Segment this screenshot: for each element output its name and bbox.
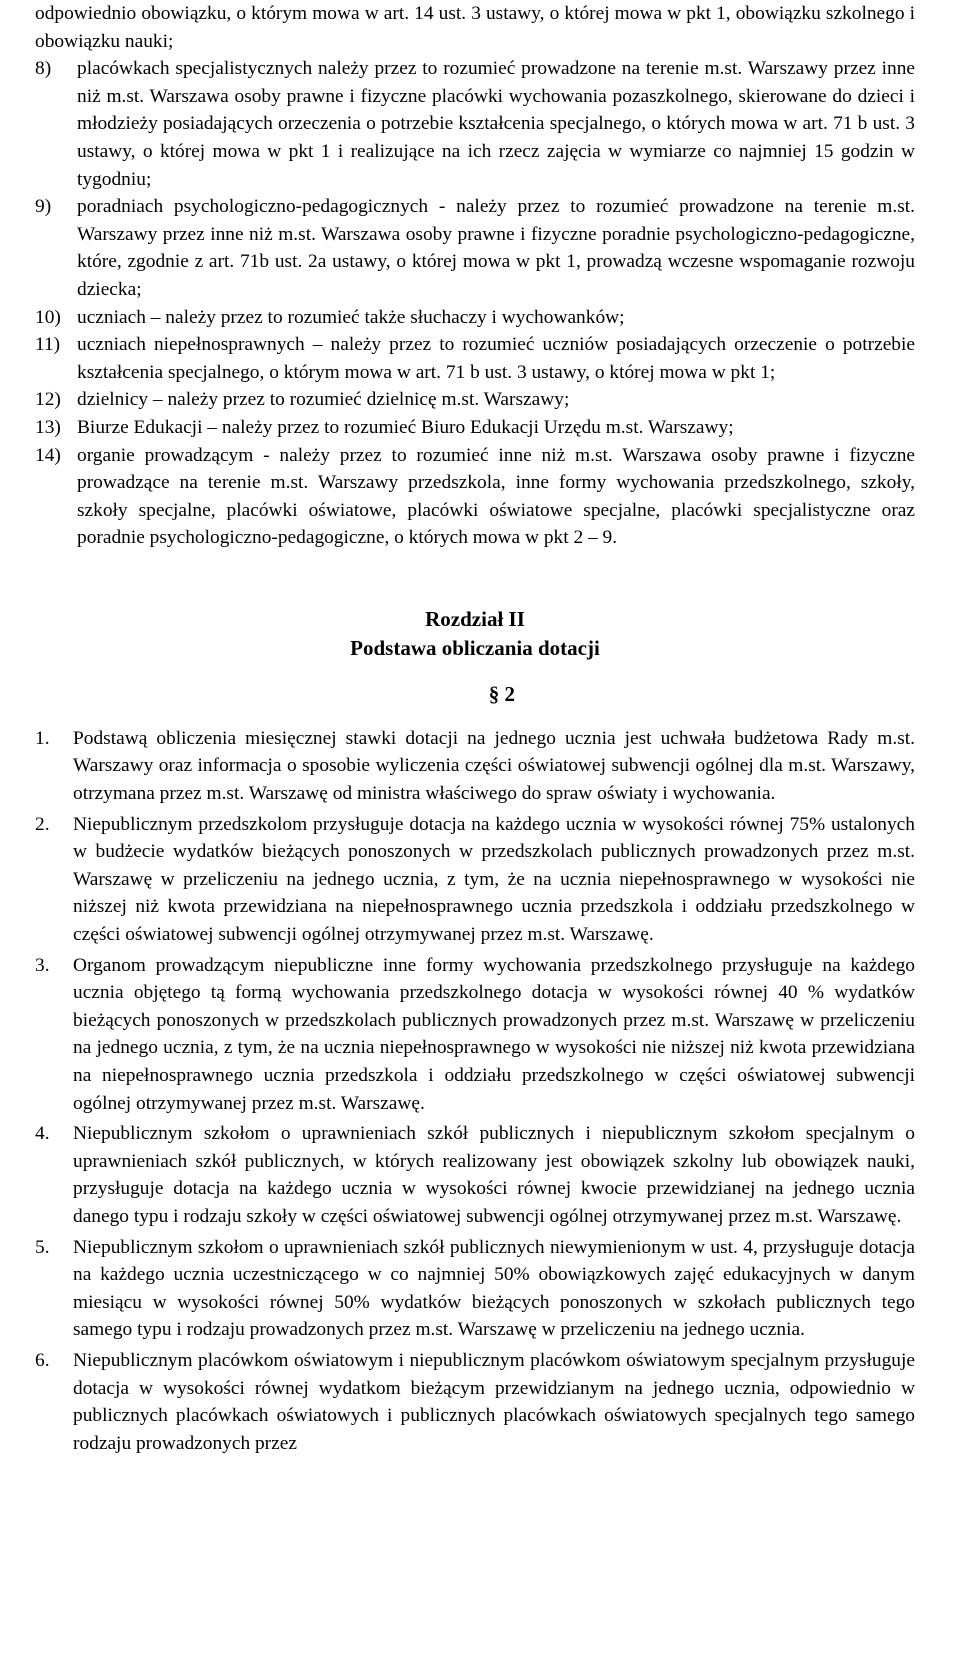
chapter-title: Podstawa obliczania dotacji: [350, 635, 600, 660]
definition-text: uczniach niepełnosprawnych – należy przez to rozumieć uczniów posiadających orzeczenie o potrzebie kształcenia specjalnego, o którym mowa w art. 71 b ust. 3 ustawy, o której mowa w pkt 1;: [77, 334, 915, 383]
section-item-1: [35, 725, 915, 808]
definition-text: dzielnicy – należy przez to rozumieć dzielnicę m.st. Warszawy;: [77, 389, 570, 411]
definition-text: Biurze Edukacji – należy przez to rozumieć Biuro Edukacji Urzędu m.st. Warszawy;: [77, 416, 734, 438]
section-item-number: 5.: [35, 1236, 50, 1258]
continuation-paragraph: odpowiednio obowiązku, o którym mowa w art. 14 ust. 3 ustawy, o której mowa w pkt 1, obowiązku szkolnego i obowiązku nauki;: [35, 3, 915, 52]
definition-number: 12): [35, 389, 61, 411]
section-item-number: 4.: [35, 1123, 50, 1145]
definition-number: 11): [35, 334, 61, 356]
definition-number: 14): [35, 444, 61, 466]
section-item-text: Niepublicznym placówkom oświatowym i niepublicznym placówkom oświatowym specjalnym przysługuje dotacja w wysokości równej wydatkom bieżącym przewidzianym na jednego ucznia, odpowiednio w publicznych placówkach oświatowych i publicznych placówkach oświatowych specjalnych tego samego rodzaju prowadzonych przez: [73, 1349, 915, 1454]
section-item-text: Organom prowadzącym niepubliczne inne formy wychowania przedszkolnego przysługuje na każdego ucznia objętego tą formą wychowania przedszkolnego dotacja w wysokości równej 40 % wydatków bieżących ponoszonych w przedszkolach publicznych prowadzonych przez m.st. Warszawę w przeliczeniu na jednego ucznia, z tym, że na ucznia niepełnosprawnego w wysokości nie niższej niż kwota przewidziana na niepełnosprawnego ucznia przedszkola i oddziału przedszkolnego w części oświatowej subwencji ogólnej otrzymywanej przez m.st. Warszawę.: [73, 954, 915, 1114]
definition-item-9: [35, 193, 915, 303]
definition-item-12: [35, 386, 915, 414]
definition-number: 8): [35, 58, 52, 80]
section-item-3: [35, 952, 915, 1118]
section-mark: § 2: [488, 681, 515, 706]
section-item-4: [35, 1120, 915, 1230]
section-item-2: [35, 811, 915, 949]
section-item-number: 6.: [35, 1349, 50, 1371]
definition-item-13: [35, 414, 915, 442]
definition-text: organie prowadzącym - należy przez to rozumieć inne niż m.st. Warszawa osoby prawne i fizyczne prowadzące na terenie m.st. Warszawy przedszkola, inne formy wychowania przedszkolnego, szkoły, szkoły specjalne, placówki oświatowe, placówki oświatowe specjalne, placówki specjalistyczne oraz poradnie psychologiczno-pedagogiczne, o których mowa w pkt 2 – 9.: [77, 444, 915, 549]
definition-number: 9): [35, 196, 52, 218]
section-item-text: Podstawą obliczenia miesięcznej stawki dotacji na jednego ucznia jest uchwała budżetowa Rady m.st. Warszawy oraz informacja o sposobie wyliczenia części oświatowej subwencji ogólnej dla m.st. Warszawy, otrzymana przez m.st. Warszawę od ministra właściwego do spraw oświaty i wychowania.: [73, 727, 915, 805]
definition-item-8: [35, 55, 915, 193]
document-body: [35, 0, 915, 1457]
section-item-6: [35, 1347, 915, 1457]
chapter-heading: [35, 605, 915, 663]
definition-text: poradniach psychologiczno-pedagogicznych - należy przez to rozumieć prowadzone na terenie m.st. Warszawy przez inne niż m.st. Warszawa osoby prawne i fizyczne poradnie psychologiczno-pedagogiczne, które, zgodnie z art. 71b ust. 2a ustawy, o której mowa w pkt 1, prowadzą wczesne wspomaganie rozwoju dziecka;: [77, 196, 915, 300]
section-item-text: Niepublicznym przedszkolom przysługuje dotacja na każdego ucznia w wysokości równej 75% ustalonych w budżecie wydatków bieżących ponoszonych w przedszkolach publicznych prowadzonych przez m.st. Warszawę w przeliczeniu na jednego ucznia, z tym, że na ucznia niepełnosprawnego w wysokości nie niższej niż kwota przewidziana na niepełnosprawnego ucznia przedszkola i oddziału przedszkolnego w części oświatowej subwencji ogólnej otrzymywanej przez m.st. Warszawę.: [73, 813, 915, 946]
definition-item-10: [35, 304, 915, 332]
section-item-number: 1.: [35, 727, 50, 749]
section-item-number: 2.: [35, 813, 50, 835]
section-item-5: [35, 1234, 915, 1344]
section-item-text: Niepublicznym szkołom o uprawnieniach szkół publicznych niewymienionym w ust. 4, przysługuje dotacja na każdego ucznia uczestniczącego w co najmniej 50% obowiązkowych zajęć edukacyjnych w danym miesiącu w wysokości równej 50% wydatków bieżących ponoszonych w szkołach publicznych tego samego typu i rodzaju prowadzonych przez m.st. Warszawę w przeliczeniu na jednego ucznia.: [73, 1236, 915, 1341]
section-item-text: Niepublicznym szkołom o uprawnieniach szkół publicznych i niepublicznym szkołom specjalnym o uprawnieniach szkół publicznych, w których realizowany jest obowiązek szkolny lub obowiązek nauki, przysługuje dotacja na każdego ucznia w wysokości równej kwocie przewidzianej na jednego ucznia danego typu i rodzaju szkoły w części oświatowej subwencji ogólnej otrzymywanej przez m.st. Warszawę.: [73, 1123, 915, 1227]
chapter-number: Rozdział II: [425, 606, 525, 631]
definition-number: 13): [35, 416, 61, 438]
definition-item-11: [35, 331, 915, 386]
definition-item-14: [35, 442, 915, 552]
definition-text: uczniach – należy przez to rozumieć także słuchaczy i wychowanków;: [77, 306, 625, 328]
definition-text: placówkach specjalistycznych należy przez to rozumieć prowadzone na terenie m.st. Warszawy przez inne niż m.st. Warszawa osoby prawne i fizyczne placówki wychowania pozaszkolnego, skierowane do dzieci i młodzieży posiadających orzeczenia o potrzebie kształcenia specjalnego, o których mowa w art. 71 b ust. 3 ustawy, o której mowa w pkt 1 i realizujące na ich rzecz zajęcia w wymiarze co najmniej 15 godzin w tygodniu;: [77, 58, 915, 190]
definition-number: 10): [35, 306, 61, 328]
section-item-number: 3.: [35, 954, 50, 976]
